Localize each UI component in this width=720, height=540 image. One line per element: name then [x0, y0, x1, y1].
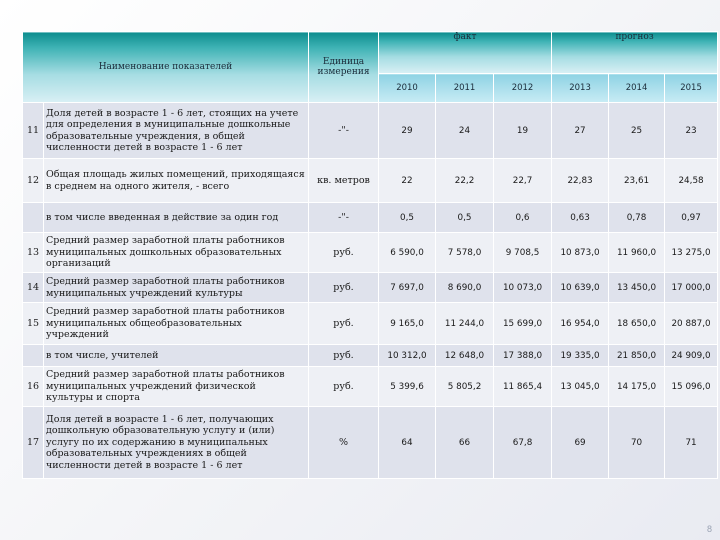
value-cell: 16 954,0 [552, 303, 609, 345]
value-cell: 10 639,0 [552, 273, 609, 303]
year-header: 2010 [379, 74, 436, 103]
year-header: 2015 [665, 74, 718, 103]
value-cell: 0,78 [609, 203, 665, 233]
row-number: 14 [23, 273, 44, 303]
value-cell: 11 865,4 [494, 367, 552, 407]
value-cell: 20 887,0 [665, 303, 718, 345]
value-cell: 22,83 [552, 159, 609, 203]
table-row [23, 345, 718, 367]
header-unit: Единица измерения [309, 32, 379, 103]
value-cell: 17 388,0 [494, 345, 552, 367]
value-cell: 7 697,0 [379, 273, 436, 303]
header-row [23, 32, 718, 74]
year-header: 2011 [436, 74, 494, 103]
value-cell: 24 909,0 [665, 345, 718, 367]
value-cell: 18 650,0 [609, 303, 665, 345]
value-cell: 17 000,0 [665, 273, 718, 303]
value-cell: 0,97 [665, 203, 718, 233]
table-row [23, 273, 718, 303]
row-number: 15 [23, 303, 44, 345]
indicator-name: Средний размер заработной платы работников муниципальных общеобразовательных учреждений [44, 303, 309, 345]
value-cell: 13 275,0 [665, 233, 718, 273]
value-cell: 23,61 [609, 159, 665, 203]
value-cell: 0,5 [436, 203, 494, 233]
row-number: 13 [23, 233, 44, 273]
value-cell: 14 175,0 [609, 367, 665, 407]
value-cell: 0,5 [379, 203, 436, 233]
unit-cell: -"- [309, 203, 379, 233]
row-number: 17 [23, 407, 44, 479]
value-cell: 11 244,0 [436, 303, 494, 345]
row-number: 11 [23, 103, 44, 159]
header-indicator-name: Наименование показателей [23, 32, 309, 103]
unit-cell: % [309, 407, 379, 479]
indicator-name: в том числе, учителей [44, 345, 309, 367]
unit-cell: кв. метров [309, 159, 379, 203]
value-cell: 13 450,0 [609, 273, 665, 303]
indicator-name: Доля детей в возрасте 1 - 6 лет, стоящих на учете для определения в муниципальные дошкольные образовательные учреждения, в общей численности детей в возрасте 1 - 6 лет [44, 103, 309, 159]
value-cell: 19 [494, 103, 552, 159]
row-number: 12 [23, 159, 44, 203]
value-cell: 27 [552, 103, 609, 159]
year-header: 2014 [609, 74, 665, 103]
value-cell: 8 690,0 [436, 273, 494, 303]
value-cell: 22,2 [436, 159, 494, 203]
value-cell: 25 [609, 103, 665, 159]
value-cell: 15 096,0 [665, 367, 718, 407]
unit-cell: руб. [309, 273, 379, 303]
unit-cell: руб. [309, 233, 379, 273]
table-row [23, 367, 718, 407]
indicators-table [22, 31, 718, 479]
unit-cell: руб. [309, 303, 379, 345]
value-cell: 15 699,0 [494, 303, 552, 345]
value-cell: 69 [552, 407, 609, 479]
value-cell: 6 590,0 [379, 233, 436, 273]
value-cell: 7 578,0 [436, 233, 494, 273]
indicator-name: Средний размер заработной платы работников муниципальных учреждений физической культуры и спорта [44, 367, 309, 407]
value-cell: 24,58 [665, 159, 718, 203]
row-number [23, 203, 44, 233]
value-cell: 0,63 [552, 203, 609, 233]
unit-cell: руб. [309, 345, 379, 367]
indicator-name: Общая площадь жилых помещений, приходящаяся в среднем на одного жителя, - всего [44, 159, 309, 203]
value-cell: 10 073,0 [494, 273, 552, 303]
table-body [23, 103, 718, 479]
value-cell: 71 [665, 407, 718, 479]
value-cell: 10 312,0 [379, 345, 436, 367]
indicator-name: Средний размер заработной платы работников муниципальных дошкольных образовательных организаций [44, 233, 309, 273]
value-cell: 9 708,5 [494, 233, 552, 273]
page-number: 8 [706, 524, 712, 534]
table-header [23, 32, 718, 103]
value-cell: 22,7 [494, 159, 552, 203]
value-cell: 21 850,0 [609, 345, 665, 367]
table-row [23, 159, 718, 203]
value-cell: 5 399,6 [379, 367, 436, 407]
value-cell: 66 [436, 407, 494, 479]
value-cell: 13 045,0 [552, 367, 609, 407]
table-row [23, 233, 718, 273]
value-cell: 64 [379, 407, 436, 479]
row-number: 16 [23, 367, 44, 407]
value-cell: 67,8 [494, 407, 552, 479]
value-cell: 19 335,0 [552, 345, 609, 367]
value-cell: 9 165,0 [379, 303, 436, 345]
year-header: 2013 [552, 74, 609, 103]
indicator-name: в том числе введенная в действие за один год [44, 203, 309, 233]
value-cell: 5 805,2 [436, 367, 494, 407]
year-header: 2012 [494, 74, 552, 103]
table-row [23, 303, 718, 345]
table-row [23, 203, 718, 233]
value-cell: 23 [665, 103, 718, 159]
header-fact: факт [379, 32, 552, 74]
value-cell: 10 873,0 [552, 233, 609, 273]
table-row [23, 103, 718, 159]
value-cell: 11 960,0 [609, 233, 665, 273]
value-cell: 12 648,0 [436, 345, 494, 367]
value-cell: 24 [436, 103, 494, 159]
indicator-name: Доля детей в возрасте 1 - 6 лет, получающих дошкольную образовательную услугу и (или) услугу по их содержанию в муниципальных образовательных учреждениях в общей численности детей в возрасте 1 - 6 лет [44, 407, 309, 479]
header-forecast: прогноз [552, 32, 718, 74]
indicator-name: Средний размер заработной платы работников муниципальных учреждений культуры [44, 273, 309, 303]
unit-cell: -"- [309, 103, 379, 159]
row-number [23, 345, 44, 367]
value-cell: 29 [379, 103, 436, 159]
unit-cell: руб. [309, 367, 379, 407]
value-cell: 0,6 [494, 203, 552, 233]
value-cell: 22 [379, 159, 436, 203]
table-row [23, 407, 718, 479]
value-cell: 70 [609, 407, 665, 479]
